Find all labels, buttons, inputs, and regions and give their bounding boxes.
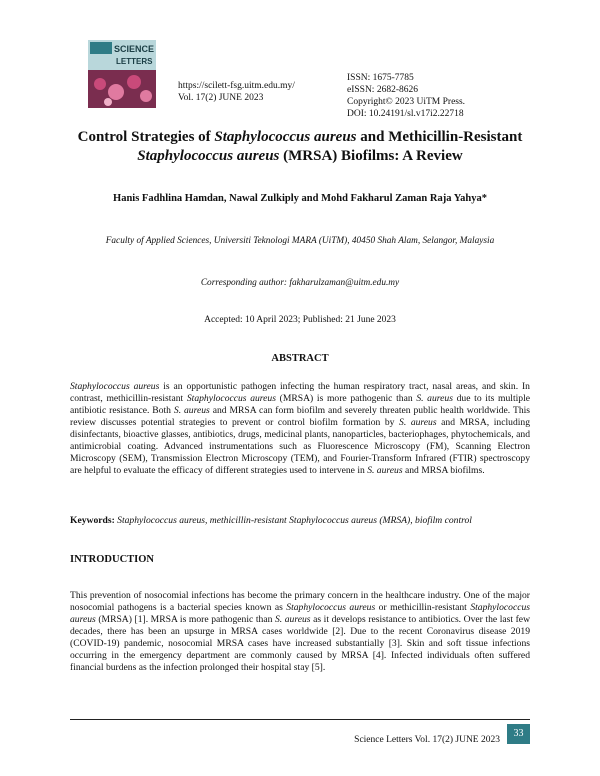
volume-text: Vol. 17(2) JUNE 2023 <box>178 93 264 103</box>
journal-logo <box>88 40 156 108</box>
journal-url-link[interactable]: https://scilett-fsg.uitm.edu.my/ <box>178 81 295 91</box>
copyright-text: Copyright© 2023 UiTM Press. <box>347 97 466 107</box>
header-left <box>178 80 295 104</box>
authors: Hanis Fadhlina Hamdan, Nawal Zulkiply and Mohd Fakharul Zaman Raja Yahya* <box>113 193 487 204</box>
footer-divider <box>70 719 530 720</box>
keywords-value: Staphylococcus aureus, methicillin-resistant Staphylococcus aureus (MRSA), biofilm control <box>114 515 472 526</box>
introduction-body: This prevention of nosocomial infections has become the primary concern in the healthcare industry. One of the major nosocomial pathogens is a bacterial species known as Staphylococcus aureus or methicillin-resistant Staphylococcus aureus (MRSA) [1]. MRSA is more pathogenic than S. aureus as it develops resistance to antibiotics. Over the last few decades, there has been an upsurge in MRSA cases worldwide [2]. Due to the recent Coronavirus disease 2019 (COVID-19) pandemic, nosocomial MRSA cases have increased substantially [3]. Skin and soft tissue infections occurring in the emergency department are commonly caused by MRSA [4]. Infected individuals often suffered financial burdens as the infection prolonged their hospital stay [5]. <box>70 590 530 673</box>
eissn-text: eISSN: 2682-8626 <box>347 85 418 95</box>
svg-text:SCIENCE: SCIENCE <box>114 44 155 54</box>
corresponding-author: Corresponding author: fakharulzaman@uitm.edu.my <box>200 278 400 288</box>
paper-title: Control Strategies of Staphylococcus aureus and Methicillin-Resistant Staphylococcus aureus (MRSA) Biofilms: A Review <box>77 129 523 164</box>
affiliation: Faculty of Applied Sciences, Universiti Teknologi MARA (UiTM), 40450 Shah Alam, Selangor, Malaysia <box>105 236 495 246</box>
abstract-body: Staphylococcus aureus is an opportunistic pathogen infecting the human respiratory tract, nasal areas, and skin. In contrast, methicillin-resistant Staphylococcus aureus (MRSA) is more pathogenic than S. aureus due to its multiple antibiotic resistance. Both S. aureus and MRSA can form biofilm and severely threaten public health worldwide. This review discusses potential strategies to prevent or control biofilm formation by S. aureus and MRSA, including disinfectants, bioactive glasses, antibiotics, drugs, medicinal plants, nanoparticles, bacteriophages, phytochemicals, and antimicrobial coating. Advanced instrumentations such as Fluorescence Microscopy (FM), Scanning Electron Microscopy (SEM), Transmission Electron Microscopy (TEM), and Fourier-Transform Infrared (FTIR) spectroscopy are helpful to evaluate the efficacy of different strategies used to intervene in S. aureus and MRSA biofilms. <box>70 381 531 476</box>
svg-text:LETTERS: LETTERS <box>116 57 153 66</box>
introduction-heading: INTRODUCTION <box>70 554 155 565</box>
doi-link[interactable]: DOI: 10.24191/sl.v17i2.22718 <box>347 109 464 119</box>
publication-dates: Accepted: 10 April 2023; Published: 21 June 2023 <box>204 315 396 325</box>
science-letters-logo-icon <box>88 40 156 108</box>
footer-journal: Science Letters Vol. 17(2) JUNE 2023 <box>354 735 500 745</box>
issn-text: ISSN: 1675-7785 <box>347 73 414 83</box>
keywords-label: Keywords: <box>70 515 115 526</box>
header-right <box>347 72 465 120</box>
page-number: 33 <box>507 724 530 744</box>
abstract-heading: ABSTRACT <box>271 353 329 364</box>
keywords <box>70 515 532 526</box>
